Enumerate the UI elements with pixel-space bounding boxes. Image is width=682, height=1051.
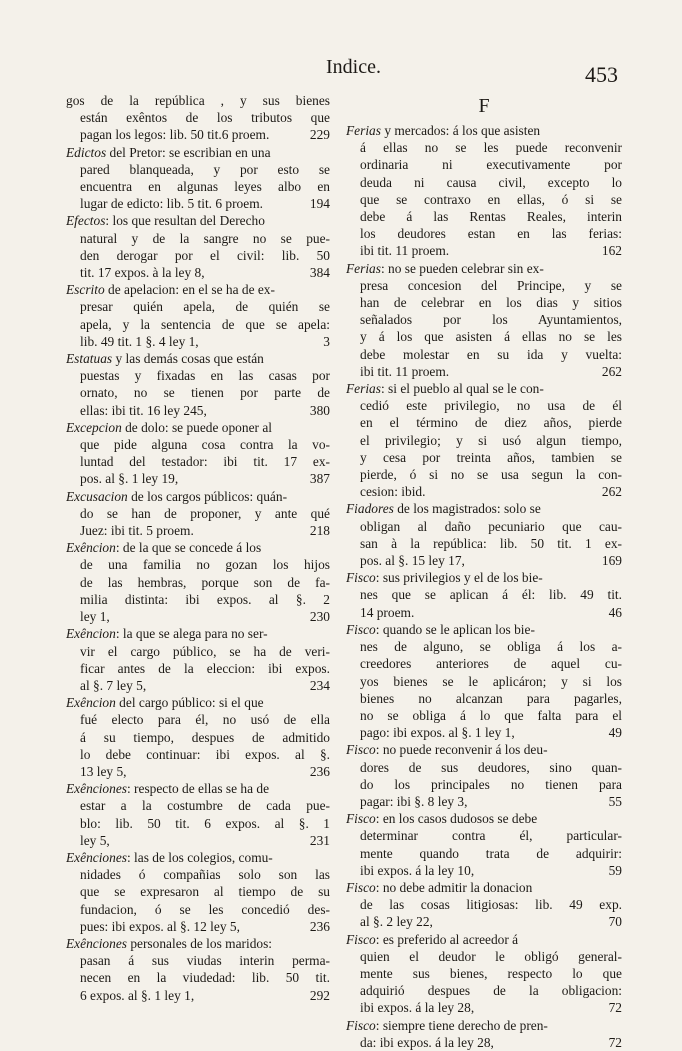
entry-text: de dolo: se puede oponer al (121, 419, 272, 435)
entry-line: al §. 7 ley 5, (80, 677, 147, 693)
entry-first-line (346, 260, 622, 277)
entry-line: lib. 49 tit. 1 §. 4 ley 1, (80, 333, 199, 349)
entry-line: pierde, ó si no se usa segun la con- (360, 467, 622, 483)
index-entry (66, 92, 330, 144)
entry-line: estar a la costumbre de cada pue- (80, 798, 330, 814)
entry-line: cesion: ibid. (360, 484, 426, 500)
entry-first-line (66, 488, 330, 505)
entry-headword: Exêncion (66, 695, 116, 711)
entry-headword: Fisco (346, 570, 376, 586)
entry-line: gos de la república , y sus bienes (66, 93, 330, 108)
entry-line: al §. 2 ley 22, (360, 914, 433, 930)
index-entry (346, 810, 622, 879)
entry-line: obligan al daño pecuniario que cau- (360, 518, 622, 534)
running-title: Indice. (326, 56, 381, 78)
entry-first-line (66, 281, 330, 298)
entry-page-ref: 230 (309, 609, 330, 625)
entry-first-line (346, 500, 622, 517)
entry-page-ref: 72 (608, 1034, 622, 1050)
entry-line: ibi expos. á la ley 28, (360, 1000, 475, 1016)
index-entry (346, 879, 622, 931)
entry-line: ley 5, (80, 832, 110, 848)
entry-headword: Exênciones (66, 849, 127, 865)
entry-headword: Ferias (346, 381, 381, 397)
entry-line: Juez: ibi tit. 5 proem. (80, 523, 194, 539)
entry-line: san à la república: lib. 50 tit. 1 ex- (360, 535, 622, 551)
entry-headword: Fisco (346, 879, 376, 895)
entry-page-ref: 236 (309, 763, 330, 779)
entry-page-ref: 384 (309, 265, 330, 281)
index-entry (346, 1017, 622, 1051)
entry-line: ibi expos. á la ley 10, (360, 862, 475, 878)
index-column-right (346, 94, 622, 1051)
entry-headword: Escrito (66, 282, 105, 298)
entry-line: fué electo para él, no usó de ella (80, 712, 330, 728)
entry-line: den derogar por el civil: lib. 50 (80, 247, 330, 263)
entry-text: : no debe admitir la donacion (375, 879, 533, 895)
entry-line: 13 ley 5, (80, 763, 127, 779)
entry-text: personales de los maridos: (126, 935, 273, 951)
entry-headword: Ferias (346, 123, 381, 138)
index-entry (66, 625, 330, 694)
index-entry (66, 849, 330, 935)
entry-page-ref: 380 (309, 402, 330, 418)
entry-first-line (66, 780, 330, 797)
entry-line: dores de sus deudores, sino quan- (360, 759, 622, 775)
index-entry (346, 569, 622, 621)
entry-text: : siempre tiene derecho de pren- (375, 1017, 548, 1033)
entry-page-ref: 59 (608, 862, 622, 878)
entry-line: presar quién apela, de quién se (80, 299, 330, 315)
entry-first-line (346, 741, 622, 758)
entry-line: pasan á sus viudas interin perma- (80, 953, 330, 969)
entry-first-line (346, 621, 622, 638)
entry-page-ref: 218 (309, 523, 330, 539)
entry-line: creedores anteriores de aquel cu- (360, 656, 622, 672)
entry-headword: Fisco (346, 742, 376, 758)
entry-first-line (66, 212, 330, 229)
entry-line: encuentra en algunas leyes albo en (80, 179, 330, 195)
entry-headword: Fisco (346, 931, 376, 947)
entry-first-line (66, 935, 330, 952)
entry-text: : sus privilegios y el de los bie- (375, 570, 543, 586)
entry-text: del cargo público: si el que (115, 695, 264, 711)
entry-line: ibi tit. 11 proem. (360, 363, 450, 379)
entry-page-ref: 70 (608, 914, 622, 930)
entry-line: nes de alguno, se obliga á los a- (360, 639, 622, 655)
entry-headword: Exêncion (66, 626, 116, 642)
entry-first-line (346, 879, 622, 896)
entry-line: debe molestar en su ida y vuelta: (360, 346, 622, 362)
entry-line: á ellas no se les puede reconvenir (360, 140, 622, 156)
entry-line: cedió este privilegio, no usa de él (360, 398, 622, 414)
entry-headword: Ferias (346, 260, 381, 276)
entry-line: pared blanqueada, y por esto se (80, 161, 330, 177)
entry-line: presa concesion del Principe, y se (360, 277, 622, 293)
entry-headword: Exênciones (66, 935, 127, 951)
entry-text: : no puede reconvenir á los deu- (375, 742, 548, 758)
entry-first-line (346, 122, 622, 139)
entry-text: : respecto de ellas se ha de (126, 781, 270, 797)
entry-first-line (66, 694, 330, 711)
entry-line: pos. al §. 1 ley 19, (80, 471, 179, 487)
entry-first-line (66, 350, 330, 367)
entry-line: de las cosas litigiosas: lib. 49 exp. (360, 897, 622, 913)
entry-first-line (346, 1017, 622, 1034)
entry-text: : si el pueblo al qual se le con- (380, 381, 544, 397)
entry-line: pagan los legos: lib. 50 tit.6 proem. (80, 127, 270, 143)
entry-text: y mercados: á los que asisten (380, 123, 541, 138)
entry-line: quien el deudor le obligó general- (360, 948, 622, 964)
entry-line: pues: ibi expos. al §. 12 ley 5, (80, 918, 240, 934)
entry-headword: Edictos (66, 144, 107, 160)
entry-text: : no se pueden celebrar sin ex- (380, 260, 544, 276)
entry-headword: Excusacion (66, 488, 128, 504)
entry-line: milia distinta: ibi expos. al §. 2 (80, 591, 330, 607)
entry-text: : de la que se concede á los (115, 540, 262, 556)
entry-page-ref: 169 (601, 553, 622, 569)
index-entry (66, 350, 330, 419)
index-entry (346, 122, 622, 260)
index-entry (66, 539, 330, 625)
entry-text: y las demás cosas que están (112, 351, 264, 367)
entry-text: : en los casos dudosos se debe (375, 811, 538, 827)
entry-line: los deudores estan en las ferias: (360, 226, 622, 242)
entry-line: de una familia no gozan los hijos (80, 557, 330, 573)
entry-headword: Exênciones (66, 781, 127, 797)
entry-headword: Fisco (346, 621, 376, 637)
entry-line: señalados por los Ayuntamientos, (360, 312, 622, 328)
entry-headword: Fisco (346, 811, 376, 827)
entry-line: da: ibi expos. á la ley 28, (360, 1034, 494, 1050)
index-entry (66, 935, 330, 1004)
entry-line: nidades ó compañias solo son las (80, 867, 330, 883)
entry-page-ref: 3 (323, 333, 330, 349)
entry-line: ornato, no se tienen por parte de (80, 385, 330, 401)
entry-page-ref: 234 (309, 677, 330, 693)
entry-line: natural y de la sangre no se pue- (80, 230, 330, 246)
entry-line: ley 1, (80, 609, 110, 625)
entry-line: de las hembras, porque son de fa- (80, 574, 330, 590)
entry-line: necen en la viudedad: lib. 50 tit. (80, 970, 330, 986)
entry-line: á su tiempo, despues de admitido (80, 729, 330, 745)
index-entry (346, 741, 622, 810)
entry-page-ref: 387 (309, 471, 330, 487)
entry-first-line (66, 849, 330, 866)
entry-line: no se obliga á lo que falta para el (360, 707, 622, 723)
entry-text: : es preferido al acreedor á (375, 931, 519, 947)
entry-text: de apelacion: en el se ha de ex- (104, 282, 275, 298)
entry-line: que se expresaron al tiempo de su (80, 884, 330, 900)
entry-text: : los que resultan del Derecho (105, 213, 265, 229)
entry-line: pago: ibi expos. al §. 1 ley 1, (360, 725, 515, 741)
entry-line: mente sus bienes, respecto lo que (360, 965, 622, 981)
entry-line: 6 expos. al §. 1 ley 1, (80, 987, 195, 1003)
entry-line: pos. al §. 15 ley 17, (360, 553, 465, 569)
entry-line: do se han de proponer, y ante qué (80, 505, 330, 521)
index-entry (346, 380, 622, 500)
entry-page-ref: 229 (309, 127, 330, 143)
entry-line: fundacion, ó se les concedió des- (80, 901, 330, 917)
entry-line: han de celebrar en los dias y sitios (360, 295, 622, 311)
entry-line: bienes no alcanzan para pagarles, (360, 690, 622, 706)
entry-line: vir el cargo público, se ha de veri- (80, 643, 330, 659)
entry-headword: Fisco (346, 1017, 376, 1033)
entry-headword: Excepcion (66, 419, 122, 435)
index-entry (66, 780, 330, 849)
entry-first-line (346, 810, 622, 827)
entry-line: yos bienes se le aplicáron; y si los (360, 673, 622, 689)
index-entry (66, 281, 330, 350)
entry-line: puestas y fixadas en las casas por (80, 368, 330, 384)
entry-line: lugar de edicto: lib. 5 tit. 6 proem. (80, 196, 263, 212)
entry-headword: Estatuas (66, 351, 113, 367)
entry-text: : la que se alega para no ser- (115, 626, 268, 642)
entry-line: pagar: ibi §. 8 ley 3, (360, 793, 468, 809)
entry-text: : quando se le aplican los bie- (375, 621, 535, 637)
index-entry (66, 694, 330, 780)
entry-headword: Exêncion (66, 540, 116, 556)
index-entry (346, 931, 622, 1017)
entry-line: debe á las Rentas Reales, interin (360, 209, 622, 225)
entry-line: determinar contra él, particular- (360, 828, 622, 844)
entry-page-ref: 236 (309, 918, 330, 934)
index-entry (66, 212, 330, 281)
index-column-left (66, 92, 330, 1004)
index-entry (346, 621, 622, 741)
entry-first-line (346, 569, 622, 586)
entry-page-ref: 262 (601, 363, 622, 379)
entry-page-ref: 292 (309, 987, 330, 1003)
entry-line: y cesa por treinta años, tambien se (360, 449, 622, 465)
entry-first-line (66, 144, 330, 161)
entry-page-ref: 49 (608, 725, 622, 741)
entry-line: deuda ni causa civil, excepto lo (360, 174, 622, 190)
entry-first-line (66, 539, 330, 556)
entry-line: apela, y la sentencia de que se apela: (80, 316, 330, 332)
entry-first-line (66, 625, 330, 642)
entry-page-ref: 46 (608, 604, 622, 620)
entry-line: adquirió despues de la obligacion: (360, 983, 622, 999)
section-letter: F (478, 95, 490, 117)
index-entry (346, 260, 622, 380)
page-header (0, 0, 682, 100)
entry-page-ref: 194 (309, 196, 330, 212)
entry-text: del Pretor: se escribian en una (106, 144, 271, 160)
entry-text: : las de los colegios, comu- (126, 849, 273, 865)
entry-line: lo debe continuar: ibi expos. al §. (80, 746, 330, 762)
entry-page-ref: 72 (608, 1000, 622, 1016)
entry-line: ibi tit. 11 proem. (360, 243, 450, 259)
entry-page-ref: 162 (601, 243, 622, 259)
entry-line: que pide alguna cosa contra la vo- (80, 437, 330, 453)
entry-headword: Fiadores (346, 501, 394, 517)
entry-line: y á los que asisten á ellas no se les (360, 329, 622, 345)
entry-line: ellas: ibi tit. 16 ley 245, (80, 402, 207, 418)
entry-line: mente quando trata de adquirir: (360, 845, 622, 861)
entry-page-ref: 262 (601, 484, 622, 500)
entry-first-line (66, 419, 330, 436)
entry-page-ref: 55 (608, 793, 622, 809)
entry-line: luntad del testador: ibi tit. 17 ex- (80, 454, 330, 470)
entry-line: do los principales no tienen para (360, 776, 622, 792)
index-entry (66, 419, 330, 488)
entry-line: tit. 17 expos. à la ley 8, (80, 265, 205, 281)
entry-line: ordinaria ni executivamente por (360, 157, 622, 173)
entry-first-line (346, 380, 622, 397)
entry-line: 14 proem. (360, 604, 415, 620)
index-entry (346, 500, 622, 569)
entry-page-ref: 231 (309, 832, 330, 848)
entry-headword: Efectos (66, 213, 106, 229)
entry-line: blo: lib. 50 tit. 6 expos. al §. 1 (80, 815, 330, 831)
entry-line: en el término de diez años, pierde (360, 415, 622, 431)
index-entry (66, 488, 330, 540)
entry-text: de los cargos públicos: quán- (127, 488, 288, 504)
entry-text: de los magistrados: solo se (393, 501, 541, 517)
index-entry (66, 144, 330, 213)
entry-line: el privilegio; y si usó algun tiempo, (360, 432, 622, 448)
entry-line: ficar antes de la eleccion: ibi expos. (80, 660, 330, 676)
entry-line: nes que se aplican á él: lib. 49 tit. (360, 587, 622, 603)
entry-first-line (346, 931, 622, 948)
entry-line: que se contraxo en ellas, ó si se (360, 191, 622, 207)
page-number: 453 (585, 62, 618, 87)
entry-line: están exêntos de los tributos que (80, 110, 330, 126)
